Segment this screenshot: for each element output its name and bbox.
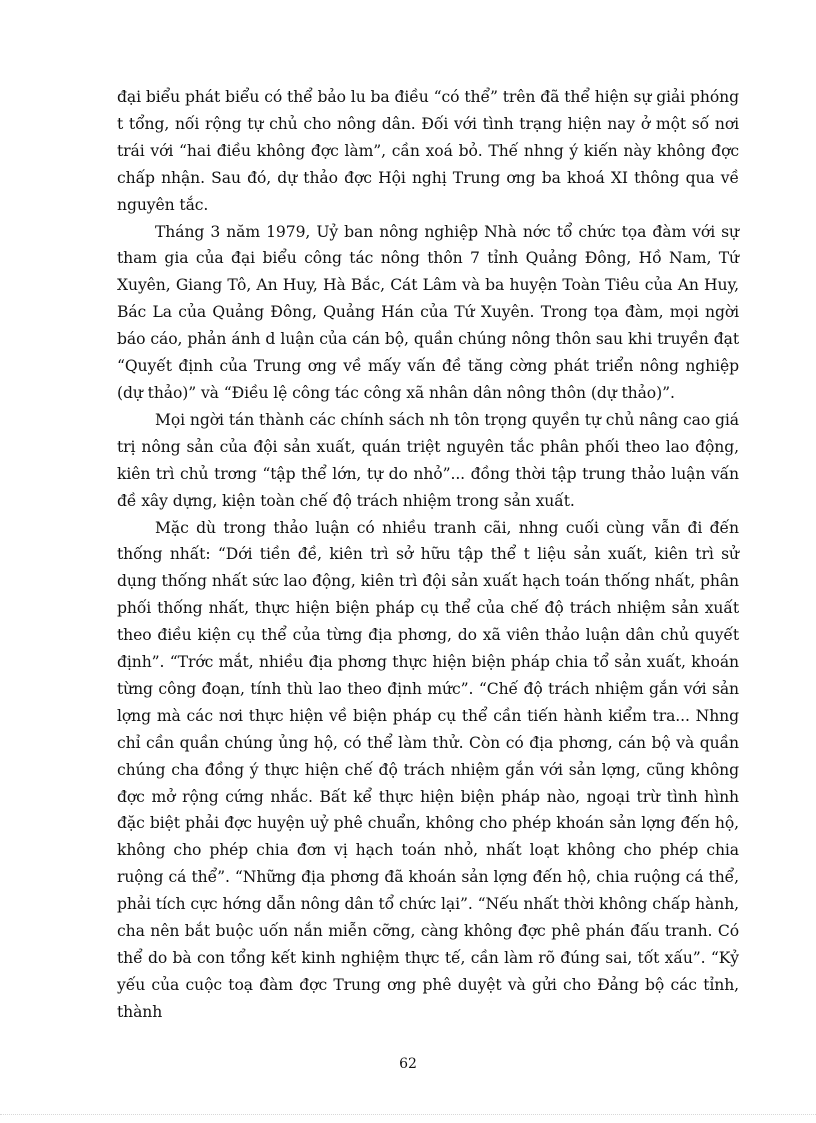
page-number: 62 (399, 1056, 417, 1072)
paragraph-1: đại biểu phát biểu có thể bảo lu ba điều “có thể” trên đã thể hiện sự giải phóng t tổng, nối rộng tự chủ cho nông dân. Đối với tình trạng hiện nay ở một số nơi trái với “hai điều không đợc làm”, cần xoá bỏ. Thế nhng ý kiến này không đợc chấp nhận. Sau đó, dự thảo đợc Hội nghị Trung ơng ba khoá XI thông qua về nguyên tắc. (117, 88, 739, 214)
paragraph-3: Mọi ngời tán thành các chính sách nh tôn trọng quyền tự chủ nâng cao giá trị nông sản của đội sản xuất, quán triệt nguyên tắc phân phối theo lao động, kiên trì chủ trơng “tập thể lớn, tự do nhỏ”... đồng thời tập trung thảo luận vấn đề xây dựng, kiện toàn chế độ trách nhiệm trong sản xuất. (117, 410, 739, 510)
page-bottom-divider (0, 1114, 816, 1115)
paragraph-2: Tháng 3 năm 1979, Uỷ ban nông nghiệp Nhà nớc tổ chức tọa đàm với sự tham gia của đại biểu công tác nông thôn 7 tỉnh Quảng Đông, Hồ Nam, Tứ Xuyên, Giang Tô, An Huy, Hà Bắc, Cát Lâm và ba huyện Toàn Tiêu của An Huy, Bác La của Quảng Đông, Quảng Hán của Tứ Xuyên. Trong tọa đàm, mọi ngời báo cáo, phản ánh d luận của cán bộ, quần chúng nông thôn sau khi truyền đạt “Quyết định của Trung ơng về mấy vấn đề tăng cờng phát triển nông nghiệp (dự thảo)” và “Điều lệ công tác công xã nhân dân nông thôn (dự thảo)”. (117, 222, 739, 402)
body-text (117, 84, 739, 1026)
paragraph-4: Mặc dù trong thảo luận có nhiều tranh cãi, nhng cuối cùng vẫn đi đến thống nhất: “Dới tiền đề, kiên trì sở hữu tập thể t liệu sản xuất, kiên trì sử dụng thống nhất sức lao động, kiên trì đội sản xuất hạch toán thống nhất, phân phối thống nhất, thực hiện biện pháp cụ thể của chế độ trách nhiệm sản xuất theo điều kiện cụ thể của từng địa phơng, do xã viên thảo luận dân chủ quyết định”. “Trớc mắt, nhiều địa phơng thực hiện biện pháp chia tổ sản xuất, khoán từng công đoạn, tính thù lao theo định mức”. “Chế độ trách nhiệm gắn với sản lợng mà các nơi thực hiện về biện pháp cụ thể cần tiến hành kiểm tra... Nhng chỉ cần quần chúng ủng hộ, có thể làm thử. Còn có địa phơng, cán bộ và quần chúng cha đồng ý thực hiện chế độ trách nhiệm gắn với sản lợng, cũng không đợc mở rộng cứng nhắc. Bất kể thực hiện biện pháp nào, ngoại trừ tình hình đặc biệt phải đợc huyện uỷ phê chuẩn, không cho phép khoán sản lợng đến hộ, không cho phép chia đơn vị hạch toán nhỏ, nhất loạt không cho phép chia ruộng cá thể”. “Những địa phơng đã khoán sản lợng đến hộ, chia ruộng cá thể, phải tích cực hớng dẫn nông dân tổ chức lại”. “Nếu nhất thời không chấp hành, cha nên bắt buộc uốn nắn miễn cỡng, càng không đợc phê phán đấu tranh. Có thể do bà con tổng kết kinh nghiệm thực tế, cần làm rõ đúng sai, tốt xấu”. “Kỷ yếu của cuộc toạ đàm đợc Trung ơng phê duyệt và gửi cho Đảng bộ các tỉnh, thành (117, 518, 739, 1021)
